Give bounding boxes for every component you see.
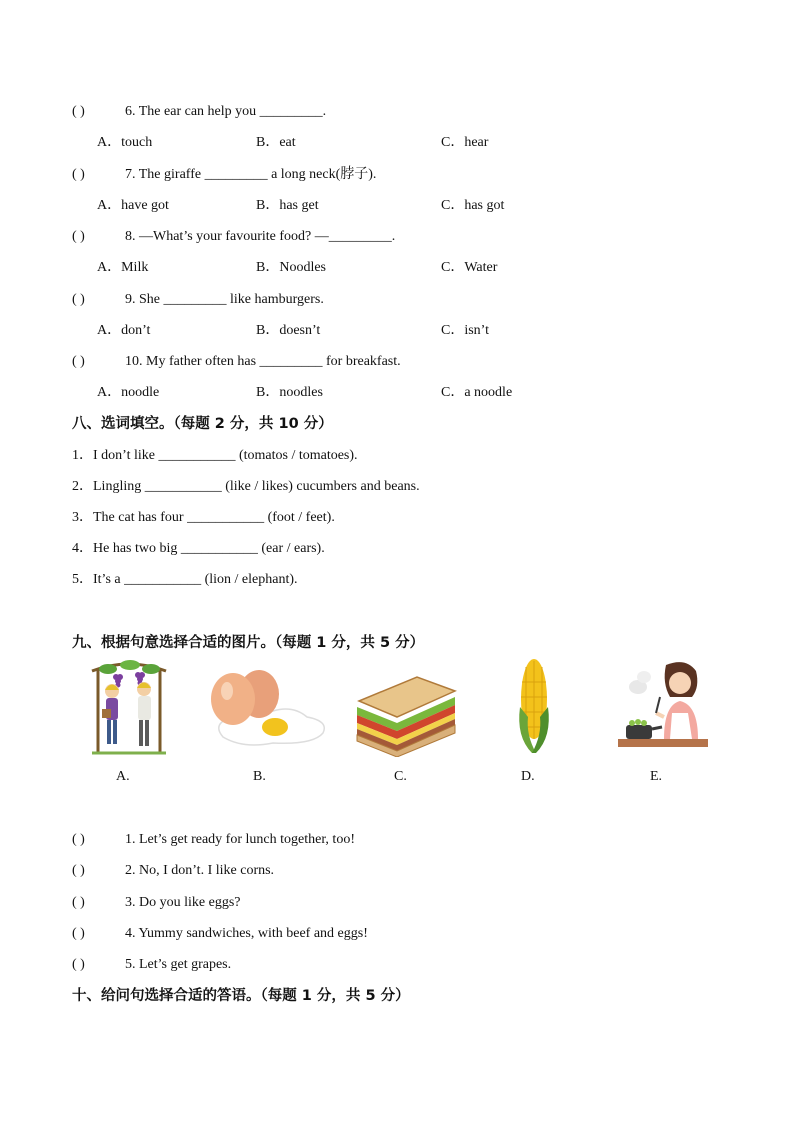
section-10-heading: 十、给问句选择合适的答语。（每题 1 分，共 5 分） (72, 988, 410, 1004)
picture-label-d: D. (521, 769, 535, 784)
fill-item-text: 5．It’s a ___________ (lion / elephant). (72, 572, 298, 587)
question-6-options (0, 132, 794, 154)
corn-image (514, 657, 554, 757)
question-9 (0, 289, 794, 311)
answer-paren[interactable]: ( ) (72, 354, 85, 369)
picture-question-1 (0, 829, 794, 851)
woman-cooking-image (616, 657, 710, 757)
question-10-options (0, 382, 794, 404)
fill-item-5 (0, 569, 794, 591)
question-text: 8. —What’s your favourite food? —_________. (125, 229, 396, 244)
option-a: A．have got (97, 198, 169, 213)
question-7-options (0, 195, 794, 217)
picture-question-2 (0, 860, 794, 882)
question-text: 6. The ear can help you _________. (125, 104, 327, 119)
answer-paren[interactable]: ( ) (72, 863, 85, 878)
answer-paren[interactable]: ( ) (72, 957, 85, 972)
question-text: 10. My father often has _________ for breakfast. (125, 354, 401, 369)
option-a: A．touch (97, 135, 153, 150)
picture-question-5 (0, 954, 794, 976)
eggs-image (203, 657, 329, 757)
option-a: A．noodle (97, 385, 160, 400)
question-9-options (0, 320, 794, 342)
question-7 (0, 164, 794, 186)
option-c: C．has got (441, 198, 505, 213)
question-8-options (0, 257, 794, 279)
option-b: B．eat (256, 135, 296, 150)
grape-picking-image (88, 657, 170, 757)
section-9-heading: 九、根据句意选择合适的图片。（每题 1 分，共 5 分） (72, 635, 425, 651)
fill-item-text: 2．Lingling ___________ (like / likes) cucumbers and beans. (72, 479, 420, 494)
question-10 (0, 351, 794, 373)
answer-paren[interactable]: ( ) (72, 104, 85, 119)
question-text: 1. Let’s get ready for lunch together, too! (125, 832, 355, 847)
fill-item-1 (0, 445, 794, 467)
picture-label-e: E. (650, 769, 663, 784)
answer-paren[interactable]: ( ) (72, 292, 85, 307)
picture-question-4 (0, 923, 794, 945)
fill-item-text: 3．The cat has four ___________ (foot / feet). (72, 510, 335, 525)
option-a: A．don’t (97, 323, 151, 338)
picture-label-b: B. (253, 769, 266, 784)
fill-item-text: 1．I don’t like ___________ (tomatos / tomatoes). (72, 448, 358, 463)
question-6 (0, 101, 794, 123)
question-text: 2. No, I don’t. I like corns. (125, 863, 275, 878)
answer-paren[interactable]: ( ) (72, 895, 85, 910)
picture-question-3 (0, 892, 794, 914)
question-text: 5. Let’s get grapes. (125, 957, 232, 972)
option-c: C．isn’t (441, 323, 489, 338)
question-text: 4. Yummy sandwiches, with beef and eggs! (125, 926, 368, 941)
picture-label-c: C. (394, 769, 407, 784)
question-8 (0, 226, 794, 248)
answer-paren[interactable]: ( ) (72, 167, 85, 182)
answer-paren[interactable]: ( ) (72, 832, 85, 847)
sandwich-image (353, 657, 459, 757)
option-b: B．Noodles (256, 260, 326, 275)
option-b: B．has get (256, 198, 319, 213)
answer-paren[interactable]: ( ) (72, 926, 85, 941)
picture-label-a: A. (116, 769, 130, 784)
fill-item-4 (0, 538, 794, 560)
option-c: C．hear (441, 135, 489, 150)
question-text: 9. She _________ like hamburgers. (125, 292, 324, 307)
question-text: 7. The giraffe _________ a long neck(脖子). (125, 167, 377, 182)
section-8-heading: 八、选词填空。（每题 2 分，共 10 分） (72, 416, 333, 432)
option-b: B．noodles (256, 385, 323, 400)
option-b: B．doesn’t (256, 323, 321, 338)
answer-paren[interactable]: ( ) (72, 229, 85, 244)
fill-item-3 (0, 507, 794, 529)
question-text: 3. Do you like eggs? (125, 895, 241, 910)
fill-item-text: 4．He has two big ___________ (ear / ears). (72, 541, 325, 556)
option-a: A．Milk (97, 260, 149, 275)
option-c: C．a noodle (441, 385, 513, 400)
option-c: C．Water (441, 260, 498, 275)
fill-item-2 (0, 476, 794, 498)
